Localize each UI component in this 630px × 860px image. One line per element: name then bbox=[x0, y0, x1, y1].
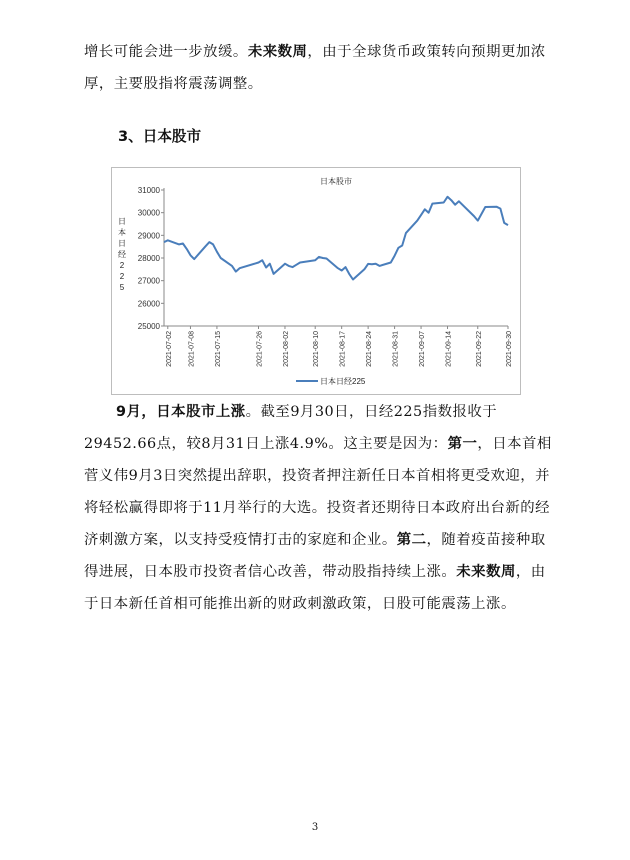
page-number: 3 bbox=[311, 822, 319, 833]
y-tick-label: 28000 bbox=[137, 254, 160, 263]
y-tick-label: 27000 bbox=[137, 276, 160, 286]
y-ticks bbox=[138, 186, 164, 331]
x-tick-label: 2021-08-02 bbox=[282, 331, 290, 367]
x-tick-label: 2021-07-26 bbox=[256, 331, 264, 367]
x-tick-label: 2021-07-02 bbox=[165, 331, 173, 367]
chart-svg bbox=[112, 168, 520, 394]
y-tick-label: 31000 bbox=[137, 186, 160, 195]
intro-text-1: 增长可能会进一步放缓。 bbox=[84, 44, 248, 60]
x-ticks bbox=[166, 326, 513, 367]
x-tick-label: 2021-07-08 bbox=[188, 331, 196, 367]
nikkei-chart bbox=[111, 167, 521, 395]
x-tick-label: 2021-08-17 bbox=[339, 331, 347, 367]
x-tick-label: 2021-07-15 bbox=[214, 331, 222, 367]
body-bold-c: 第二 bbox=[396, 532, 427, 548]
body-paragraph bbox=[84, 396, 554, 620]
x-tick-label: 2021-08-10 bbox=[313, 331, 321, 367]
x-tick-label: 2021-09-07 bbox=[419, 331, 427, 367]
body-bold-b: 第一 bbox=[447, 436, 478, 452]
x-tick-label: 2021-09-22 bbox=[475, 331, 483, 367]
intro-bold-1: 未来数周 bbox=[247, 44, 308, 60]
chart-legend bbox=[296, 376, 366, 386]
body-bold-d: 未来数周 bbox=[456, 564, 516, 580]
y-tick-label: 30000 bbox=[137, 208, 160, 218]
y-tick-label: 25000 bbox=[137, 322, 160, 331]
body-text-b: ，日本首相菅义伟9月3日突然提出辞职，投资者押注新任日本首相将更受欢迎，并将轻松赢得即将于11月举行的大选。投资者还期待日本政府出台新的经济刺激方案，以支持受疫情打击的家庭和企业。 bbox=[84, 436, 552, 548]
x-tick-label: 2021-08-24 bbox=[366, 331, 374, 367]
x-tick-label: 2021-09-30 bbox=[506, 331, 513, 367]
body-text-c: ，随着疫苗接种取得进展，日本股市投资者信心改善，带动股指持续上涨。 bbox=[84, 532, 546, 580]
series-line-nikkei225 bbox=[164, 197, 508, 280]
body-text-a: 。截至9月30日，日经225指数报收于29452.66点，较8月31日上涨4.9%。这主要是因为： bbox=[84, 404, 498, 452]
body-bold-a: 9月，日本股市上涨 bbox=[116, 404, 246, 420]
intro-text-2: ，由于全球货币政策转向预期更加浓厚，主要股指将震荡调整。 bbox=[84, 44, 546, 92]
y-tick-label: 26000 bbox=[137, 299, 160, 309]
legend-label: 日本日经225 bbox=[320, 377, 366, 386]
body-text-d: ，由于日本新任首相可能推出新的财政刺激政策，日股可能震荡上涨。 bbox=[84, 564, 546, 612]
intro-paragraph bbox=[84, 36, 554, 100]
x-tick-label: 2021-09-14 bbox=[445, 331, 453, 367]
section-heading: 3、日本股市 bbox=[118, 128, 202, 145]
y-tick-label: 29000 bbox=[137, 231, 160, 241]
x-tick-label: 2021-08-31 bbox=[392, 331, 400, 367]
chart-ylabel: 日本日经 2 2 5 bbox=[118, 217, 126, 292]
chart-title: 日本股市 bbox=[320, 177, 352, 186]
